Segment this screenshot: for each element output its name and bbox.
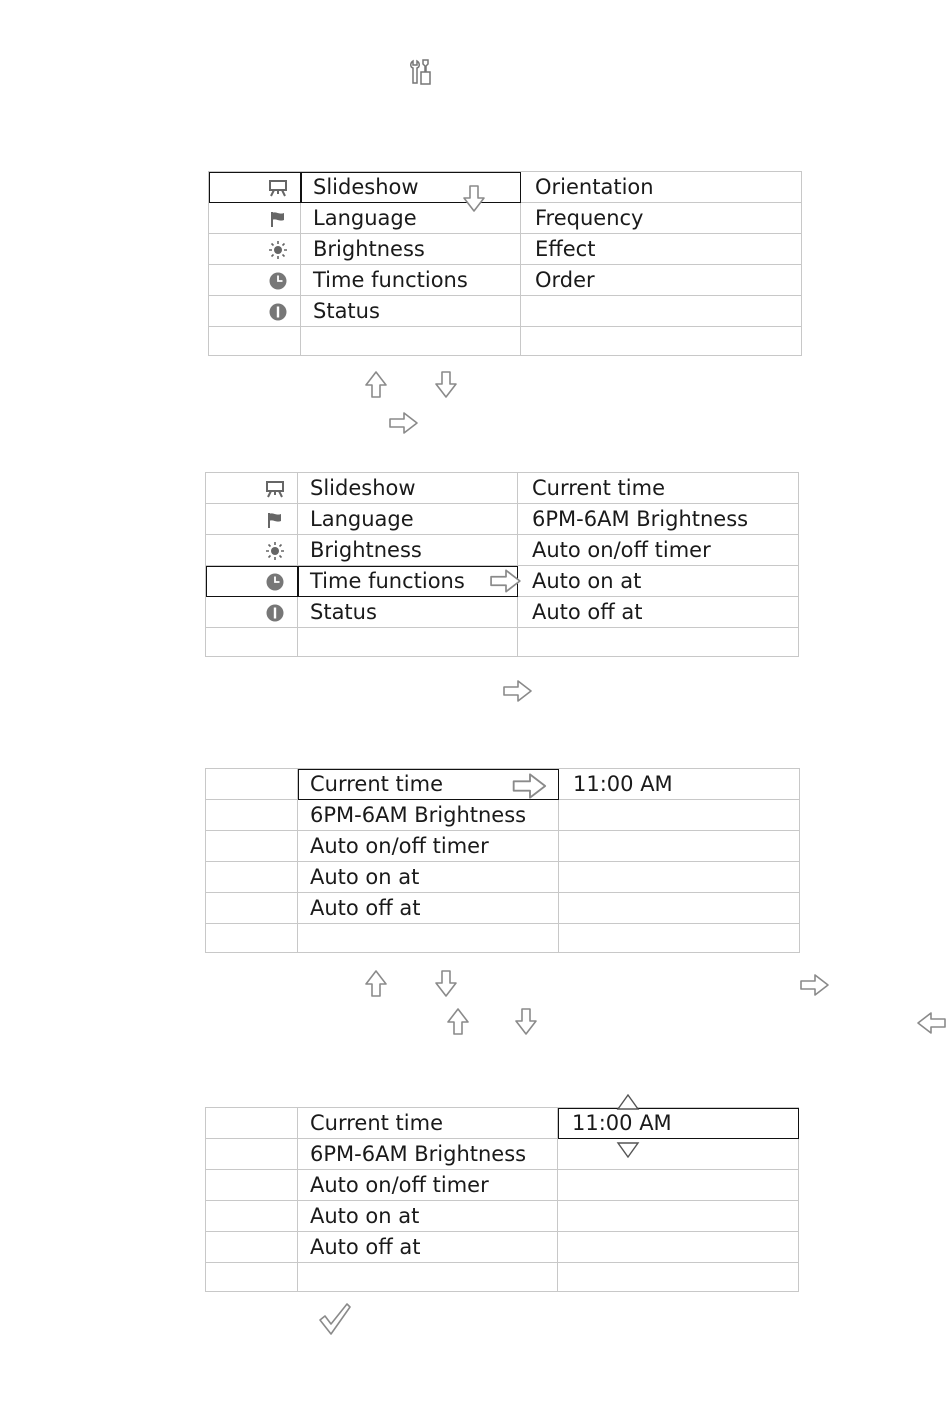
item-label: Auto off at — [310, 895, 421, 920]
table-row — [206, 831, 800, 862]
menu-item-label: Status — [313, 298, 380, 323]
submenu-item-label: Auto on/off timer — [532, 537, 711, 562]
item-label: Auto off at — [310, 1234, 421, 1259]
submenu-item-current-time[interactable] — [518, 473, 799, 504]
arrow-up-icon — [364, 369, 388, 401]
table-row — [206, 1170, 799, 1201]
menu-item-slideshow-icon-cell[interactable] — [209, 172, 301, 203]
submenu-item-orientation[interactable] — [521, 172, 802, 203]
item-label: Auto on/off timer — [310, 1172, 489, 1197]
menu-item-slideshow[interactable] — [298, 473, 518, 504]
submenu-item-label: Auto on at — [532, 568, 642, 593]
settings-menu-table-2 — [205, 472, 799, 657]
table-row — [209, 203, 802, 234]
submenu-empty-cell — [521, 296, 802, 327]
menu-item-time-functions[interactable] — [301, 265, 521, 296]
time-value: 11:00 AM — [572, 1110, 672, 1135]
submenu-item-label: Auto off at — [532, 599, 643, 624]
menu-item-label: Time functions — [313, 267, 468, 292]
current-time-edit-field[interactable] — [558, 1108, 799, 1139]
submenu-item-order[interactable] — [521, 265, 802, 296]
table-row — [206, 1263, 799, 1292]
item-auto-on[interactable] — [298, 1201, 558, 1232]
submenu-item-auto-off[interactable] — [518, 597, 799, 628]
table-row — [206, 924, 800, 953]
item-auto-off[interactable] — [298, 1232, 558, 1263]
table-row — [206, 1201, 799, 1232]
menu-item-label: Slideshow — [313, 174, 419, 199]
table-row — [209, 234, 802, 265]
item-label: Auto on at — [310, 1203, 420, 1228]
item-auto-timer[interactable] — [298, 831, 559, 862]
table-row — [206, 893, 800, 924]
menu-item-label: Status — [310, 599, 377, 624]
table-row — [206, 628, 799, 657]
menu-item-label: Language — [310, 506, 414, 531]
clock-icon — [265, 572, 285, 592]
menu-item-status[interactable] — [301, 296, 521, 327]
table-row — [206, 1232, 799, 1263]
item-current-time[interactable] — [298, 1108, 558, 1139]
item-auto-on[interactable] — [298, 862, 559, 893]
item-auto-off[interactable] — [298, 893, 559, 924]
submenu-item-brightness-night[interactable] — [518, 504, 799, 535]
submenu-item-label: Effect — [535, 236, 596, 261]
time-value: 11:00 AM — [573, 771, 673, 796]
table-row — [209, 296, 802, 327]
arrow-left-icon — [916, 1011, 948, 1035]
slideshow-icon — [268, 178, 288, 198]
submenu-item-label: Frequency — [535, 205, 644, 230]
arrow-up-icon — [446, 1006, 470, 1038]
checkmark-icon — [318, 1302, 352, 1336]
sun-icon — [265, 541, 285, 561]
table-row — [206, 597, 799, 628]
triangle-down-icon[interactable] — [616, 1142, 640, 1158]
submenu-item-label: 6PM-6AM Brightness — [532, 506, 749, 531]
menu-item-label: Time functions — [310, 568, 465, 593]
table-row — [206, 800, 800, 831]
arrow-down-icon — [434, 968, 458, 1000]
item-brightness-night[interactable] — [298, 1139, 558, 1170]
submenu-item-label: Order — [535, 267, 595, 292]
item-brightness-night[interactable] — [298, 800, 559, 831]
menu-item-time-functions[interactable] — [298, 566, 518, 597]
submenu-item-auto-on[interactable] — [518, 566, 799, 597]
time-functions-table-3 — [205, 768, 800, 953]
item-label: Auto on at — [310, 864, 420, 889]
flag-icon — [268, 209, 288, 229]
sun-icon — [268, 240, 288, 260]
submenu-item-frequency[interactable] — [521, 203, 802, 234]
item-label: Auto on/off timer — [310, 833, 489, 858]
table-row — [206, 504, 799, 535]
menu-item-brightness[interactable] — [298, 535, 518, 566]
menu-item-slideshow[interactable] — [301, 172, 521, 203]
tools-icon — [408, 58, 434, 86]
table-row — [206, 769, 800, 800]
table-row — [206, 1108, 799, 1139]
info-icon — [268, 302, 288, 322]
menu-item-status[interactable] — [298, 597, 518, 628]
menu-item-brightness[interactable] — [301, 234, 521, 265]
time-functions-table-4 — [205, 1107, 799, 1292]
table-row — [209, 265, 802, 296]
triangle-up-icon[interactable] — [616, 1094, 640, 1110]
item-label: Current time — [310, 771, 443, 796]
menu-item-label: Slideshow — [310, 475, 416, 500]
arrow-down-icon — [434, 369, 458, 401]
current-time-value — [559, 769, 800, 800]
clock-icon — [268, 271, 288, 291]
menu-item-time-functions-icon-cell[interactable] — [206, 566, 298, 597]
menu-item-language[interactable] — [301, 203, 521, 234]
menu-item-language[interactable] — [298, 504, 518, 535]
arrow-right-icon — [502, 679, 534, 703]
item-current-time[interactable] — [298, 769, 559, 800]
table-row — [206, 1139, 799, 1170]
table-row — [206, 566, 799, 597]
arrow-right-icon — [388, 411, 420, 435]
settings-menu-table-1 — [208, 171, 802, 356]
item-label: 6PM-6AM Brightness — [310, 802, 527, 827]
table-row — [206, 473, 799, 504]
menu-item-label: Brightness — [313, 236, 425, 261]
menu-item-label: Language — [313, 205, 417, 230]
submenu-item-auto-timer[interactable] — [518, 535, 799, 566]
table-row — [209, 172, 802, 203]
table-row — [206, 535, 799, 566]
arrow-right-icon — [511, 772, 549, 800]
submenu-item-label: Current time — [532, 475, 665, 500]
submenu-item-effect[interactable] — [521, 234, 802, 265]
arrow-down-icon — [514, 1006, 538, 1038]
table-row — [206, 862, 800, 893]
submenu-item-label: Orientation — [535, 174, 654, 199]
arrow-up-icon — [364, 968, 388, 1000]
menu-item-label: Brightness — [310, 537, 422, 562]
item-auto-timer[interactable] — [298, 1170, 558, 1201]
arrow-right-icon — [799, 973, 831, 997]
table-row — [209, 327, 802, 356]
info-icon — [265, 603, 285, 623]
item-label: Current time — [310, 1110, 443, 1135]
flag-icon — [265, 510, 285, 530]
item-label: 6PM-6AM Brightness — [310, 1141, 527, 1166]
slideshow-icon — [265, 479, 285, 499]
